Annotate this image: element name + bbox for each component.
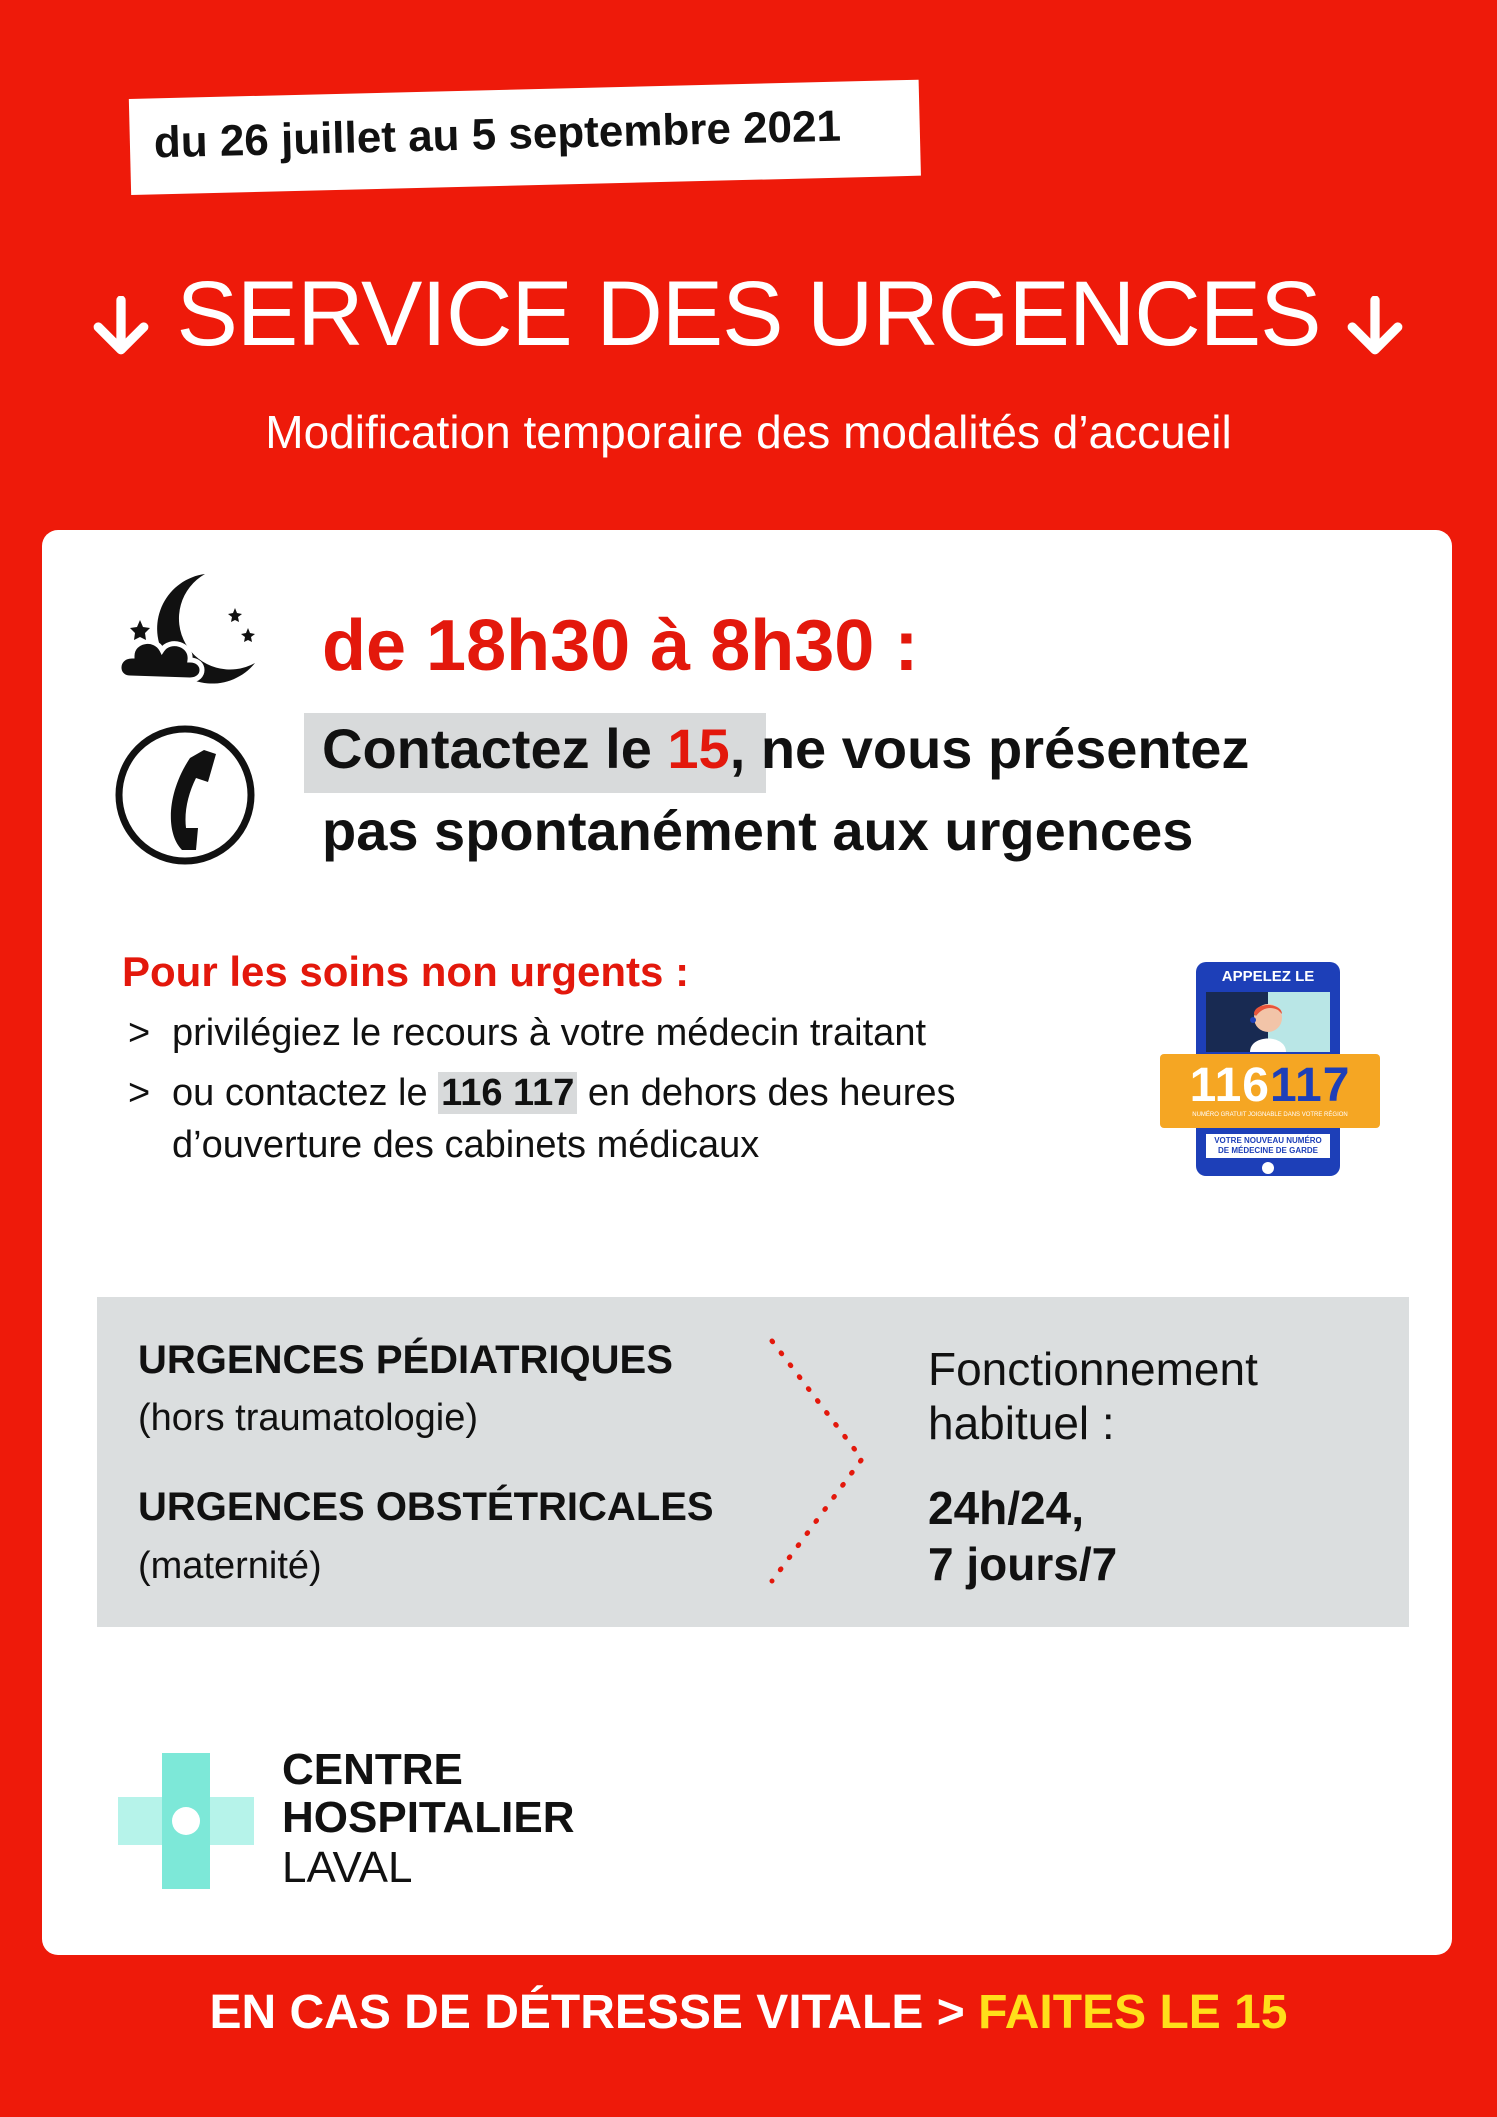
footer-action: FAITES LE 15	[978, 1986, 1288, 2039]
hotline-number-a: 116	[1189, 1059, 1270, 1112]
badge-footer-line2: DE MÉDECINE DE GARDE	[1217, 1146, 1318, 1155]
hotline-number-b: 117	[1270, 1059, 1351, 1112]
badge-home-button	[1262, 1162, 1274, 1174]
date-range-text: du 26 juillet au 5 septembre 2021	[153, 101, 842, 168]
bullet-marker: >	[128, 1012, 151, 1054]
doctor-phone-icon	[1238, 996, 1298, 1052]
badge-footer-line1: VOTRE NOUVEAU NUMÉRO	[1214, 1136, 1322, 1145]
date-range-tag	[129, 80, 921, 195]
night-hours: de 18h30 à 8h30 :	[322, 606, 919, 686]
emergency-number: 15	[667, 717, 730, 780]
usual-operation-line1: Fonctionnement	[928, 1343, 1258, 1395]
non-urgent-title: Pour les soins non urgents :	[122, 948, 690, 995]
list-item-continuation: d’ouverture des cabinets médicaux	[172, 1124, 760, 1166]
hotline-badge	[1160, 962, 1380, 1177]
badge-small-line: NUMÉRO GRATUIT JOIGNABLE DANS VOTRE RÉGION	[1192, 1112, 1348, 1118]
usual-operation-line2: habituel :	[928, 1397, 1115, 1449]
obstetric-title: URGENCES OBSTÉTRICALES	[138, 1485, 714, 1529]
contact-line-1	[322, 716, 1249, 781]
logo-line-1: CENTRE	[282, 1745, 463, 1794]
pediatric-title: URGENCES PÉDIATRIQUES	[138, 1338, 673, 1382]
list-item-text: privilégiez le recours à votre médecin traitant	[172, 1012, 927, 1054]
footer-prefix: EN CAS DE DÉTRESSE VITALE >	[209, 1986, 965, 2039]
list-item-text	[172, 1072, 956, 1115]
pediatric-subtitle: (hors traumatologie)	[138, 1397, 479, 1439]
obstetric-subtitle: (maternité)	[138, 1545, 322, 1587]
logo-line-2: HOSPITALIER	[282, 1793, 575, 1842]
down-arrow-icon	[1344, 296, 1406, 358]
medical-cross-logo-icon	[118, 1753, 254, 1889]
moon-cloud-icon	[110, 568, 260, 693]
page-subtitle: Modification temporaire des modalités d’accueil	[265, 406, 1232, 458]
medical-duty-number: 116 117	[438, 1072, 577, 1114]
page-title: SERVICE DES URGENCES	[176, 263, 1321, 365]
badge-header: APPELEZ LE	[1221, 968, 1315, 985]
opening-hours-line2: 7 jours/7	[928, 1538, 1118, 1590]
contact-suffix: , ne vous présentez	[729, 717, 1250, 780]
dotted-chevron-icon	[760, 1335, 870, 1585]
item2-suffix: en dehors des heures	[577, 1072, 956, 1114]
contact-line-2: pas spontanément aux urgences	[322, 799, 1194, 862]
contact-prefix: Contactez le	[322, 717, 668, 780]
phone-icon	[112, 724, 258, 866]
bullet-marker: >	[128, 1072, 151, 1114]
item2-prefix: ou contactez le	[172, 1072, 439, 1114]
footer-alert	[0, 1985, 1497, 2040]
opening-hours-line1: 24h/24,	[928, 1482, 1084, 1534]
logo-line-3: LAVAL	[282, 1843, 413, 1892]
hotline-number	[1160, 1058, 1380, 1113]
